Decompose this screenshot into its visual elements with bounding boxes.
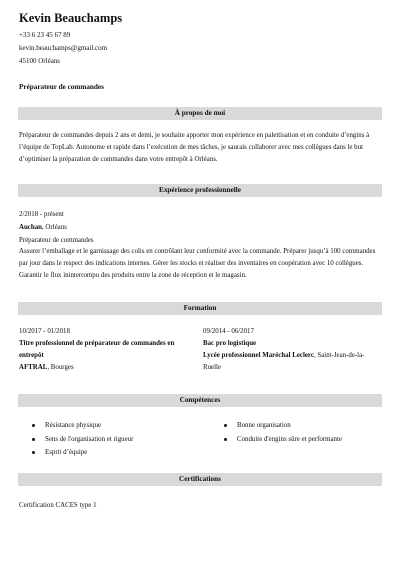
experience-employer <box>19 224 67 231</box>
education-school-line <box>19 362 199 374</box>
education-title: Bac pro logistique <box>203 340 257 347</box>
experience-dates: 2/2018 - présent <box>19 211 64 218</box>
education-item <box>19 326 199 374</box>
candidate-name: Kevin Beauchamps <box>19 11 123 25</box>
section-heading-certifications: Certifications <box>18 473 382 486</box>
section-heading-education: Formation <box>18 302 382 315</box>
skill-item: Conduite d'engins sûre et performante <box>211 433 342 447</box>
phone-number: +33 6 23 45 67 89 <box>19 31 71 39</box>
section-heading-skills: Compétences <box>18 394 382 407</box>
skill-item: Sens de l'organisation et rigueur <box>19 433 133 447</box>
employer-location: , Orléans <box>41 224 67 231</box>
education-dates: 10/2017 - 01/2018 <box>19 328 70 335</box>
email-address: kevin.beauchamps@gmail.com <box>19 44 108 52</box>
experience-description: Assurer l’emballage et le garnissage des colis en contrôlant leur conformité avec la commande. Préparer jusqu’à 100 commandes par jour dans le respect des indications internes. Gérer les stocks et réaliser des inventaires en coopération avec 10 collègues. Garantir le flux ininterrompu des produits entre la zone de réception et le magasin. <box>19 248 376 279</box>
education-school: Lycée professionnel Maréchal Leclerc <box>203 352 314 359</box>
about-text: Préparateur de commandes depuis 2 ans et demi, je souhaite apporter mon expérience en palettisation et en conduite d’engins à l’équipe de TopLab. Autonome et rapide dans l’exécution de mes tâches, je saurais collaborer avec mes collègues dans le but d’optimiser la préparation de commandes dans votre entrepôt à Orléans. <box>19 132 370 163</box>
education-school: AFTRAL <box>19 364 48 371</box>
education-school-line <box>203 350 373 374</box>
section-heading-about: À propos de moi <box>18 107 382 120</box>
education-location: , Bourges <box>47 364 74 371</box>
education-location: , Saint-Jean-de-la-Ruelle <box>203 352 365 371</box>
skills-list-right <box>211 419 342 446</box>
skill-item: Bonne organisation <box>211 419 342 433</box>
city: 45100 Orléans <box>19 57 61 65</box>
skill-item: Esprit d’équipe <box>19 446 133 460</box>
certification-item: Certification CACES type 1 <box>19 502 97 509</box>
job-title: Préparateur de commandes <box>19 83 104 91</box>
skills-list-left <box>19 419 133 460</box>
section-heading-experience: Expérience professionnelle <box>18 184 382 197</box>
education-item <box>203 326 373 374</box>
experience-role: Préparateur de commandes <box>19 237 94 244</box>
skill-item: Résistance physique <box>19 419 133 433</box>
education-dates: 09/2014 - 06/2017 <box>203 328 254 335</box>
education-title: Titre professionnel de préparateur de commandes en entrepôt <box>19 340 175 359</box>
employer-name: Auchan <box>19 224 42 231</box>
